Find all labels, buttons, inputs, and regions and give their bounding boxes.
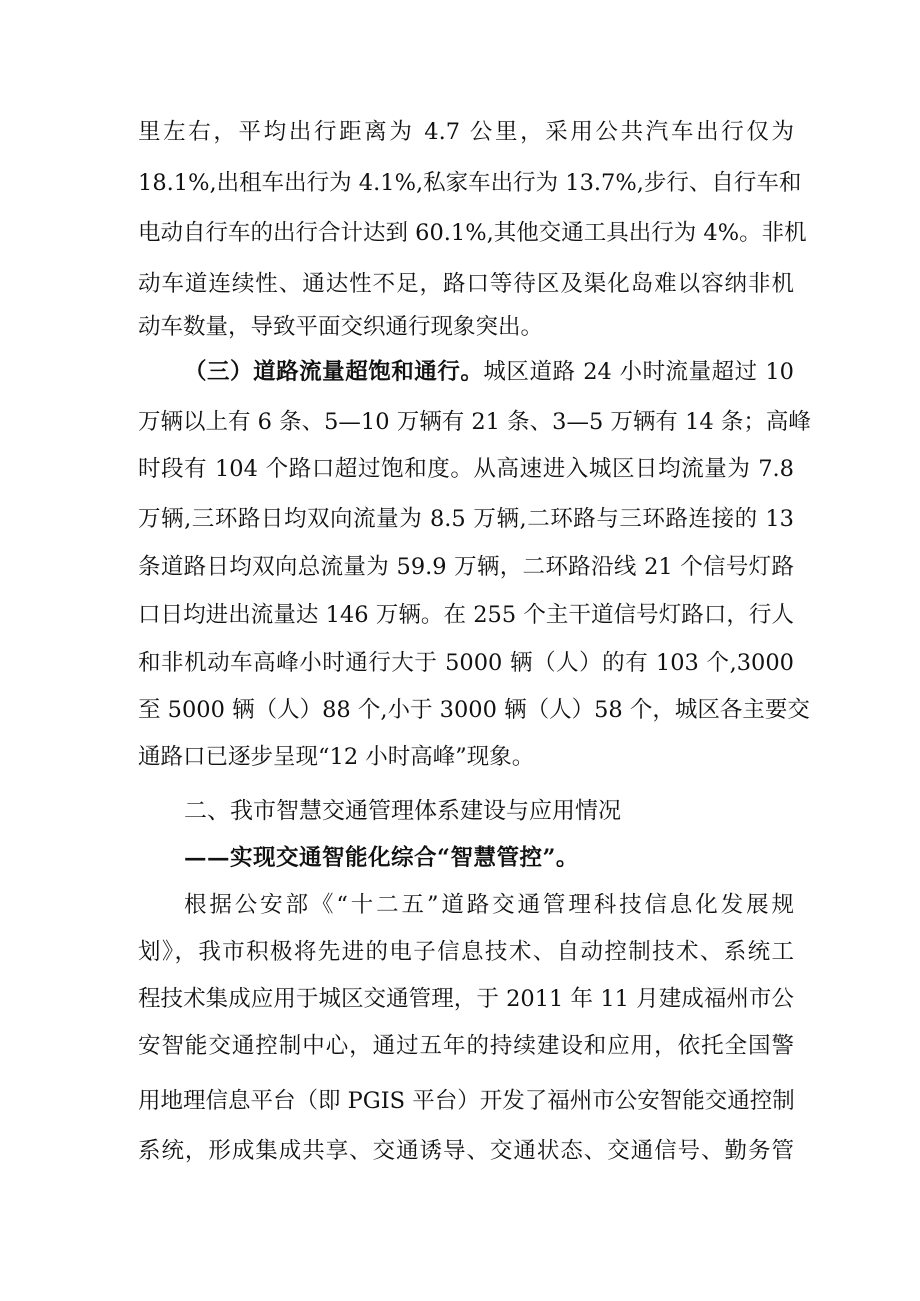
bold-lead-heading: （三）道路流量超饱和通行。 <box>184 359 484 385</box>
text-line: 万辆,三环路日均双向流量为 8.5 万辆,二环路与三环路连接的 13 <box>138 506 794 532</box>
text-run: 城区道路 24 小时流量超过 10 <box>483 359 794 385</box>
text-line: 安智能交通控制中心，通过五年的持续建设和应用，依托全国警 <box>138 1033 794 1059</box>
text-line: 18.1%,出租车出行为 4.1%,私家车出行为 13.7%,步行、自行车和 <box>138 170 802 196</box>
text-line: 万辆以上有 6 条、5—10 万辆有 21 条、3—5 万辆有 14 条；高峰 <box>138 409 811 435</box>
section-heading: 二、我市智慧交通管理体系建设与应用情况 <box>184 798 621 824</box>
text-line: 用地理信息平台（即 PGIS 平台）开发了福州市公安智能交通控制 <box>138 1088 795 1114</box>
text-line: 时段有 104 个路口超过饱和度。从高速进入城区日均流量为 7.8 <box>138 456 794 482</box>
text-line: 根据公安部《“十二五”道路交通管理科技信息化发展规 <box>184 892 794 918</box>
text-line-with-lead <box>184 357 794 387</box>
section-subheading: ——实现交通智能化综合“智慧管控”。 <box>184 845 579 871</box>
text-line: 至 5000 辆（人）88 个,小于 3000 辆（人）58 个，城区各主要交 <box>138 697 810 723</box>
text-line: 系统，形成集成共享、交通诱导、交通状态、交通信号、勤务管 <box>138 1138 794 1164</box>
text-line: 和非机动车高峰小时通行大于 5000 辆（人）的有 103 个,3000 <box>138 650 794 676</box>
text-line: 里左右，平均出行距离为 4.7 公里，采用公共汽车出行仅为 <box>138 119 794 145</box>
text-line: 划》，我市积极将先进的电子信息技术、自动控制技术、系统工 <box>138 939 794 965</box>
text-line: 通路口已逐步呈现“12 小时高峰”现象。 <box>138 744 535 770</box>
text-line: 动车道连续性、通达性不足，路口等待区及渠化岛难以容纳非机 <box>138 271 794 297</box>
text-line: 电动自行车的出行合计达到 60.1%,其他交通工具出行为 4%。非机 <box>138 220 807 246</box>
text-line: 程技术集成应用于城区交通管理，于 2011 年 11 月建成福州市公 <box>138 986 794 1012</box>
text-line: 口日均进出流量达 146 万辆。在 255 个主干道信号灯路口，行人 <box>138 602 794 628</box>
text-line: 动车数量，导致平面交织通行现象突出。 <box>138 314 544 340</box>
text-line: 条道路日均双向总流量为 59.9 万辆，二环路沿线 21 个信号灯路 <box>138 554 794 580</box>
